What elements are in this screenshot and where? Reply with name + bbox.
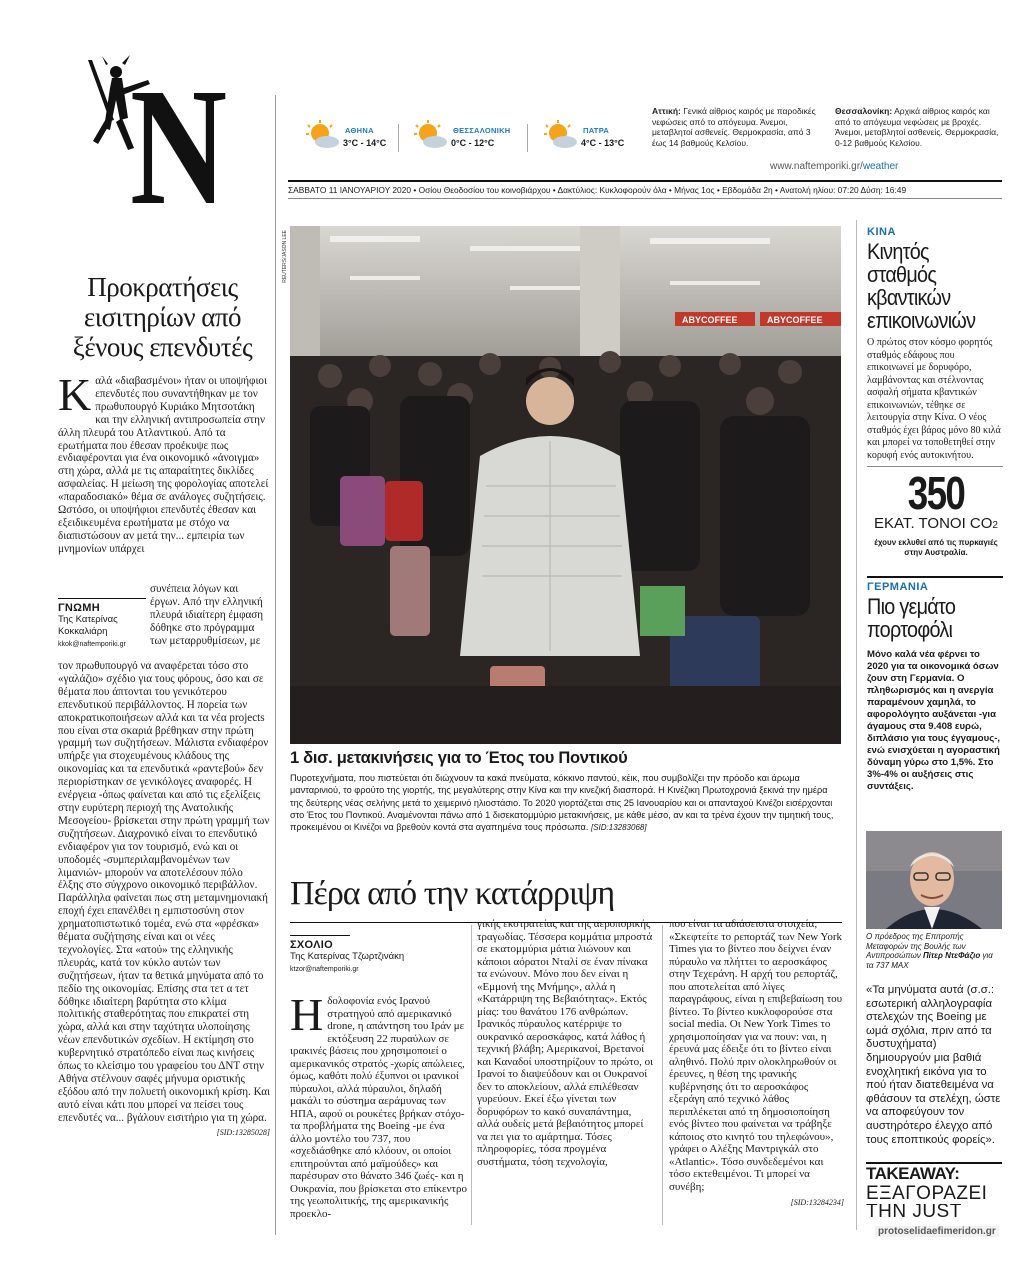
comment-column-2: γικής εκστρατείας και της αεροπορικής τραγωδίας. Τέσσερα κομμάτια μπροστά σε εκατομμύρια μάτια λιώνουν και κάποιοι αόρατοι Νταλί σε έναν πίνακα τα ενώνουν. Μόνο που δεν είναι η «Εμμονή της Μνήμης», αλλά η «Κατάρριψη της Βεβαιότητας». Εκτός μίας: του θανάτου 176 ανθρώπων. Ιρανικός πύραυλος κατέρριψε το ουκρανικό αεροσκάφος, κατά λάθος ή τεχνική βλάβη; Αμερικανοί, Βρετανοί και Καναδοί υποστηρίζουν το πρώτο, οι Ιρανοί το διαψεύδουν και οι Ουκρανοί δεν το αποκλείουν, αλλά επιλέθεσαν γυρεύουν. Εκεί έξω γίνεται των δορυφόρων το κακό συναπάντημα, αλλά ουδείς μετά βεβαιότητος μπορεί να πει για το αμάρτημα. Τόσες πληροφορίες, τόσα προγμένα συστήματα, τόση τεχνολογία, — [477, 918, 654, 1168]
photo-headline: 1 δισ. μετακινήσεις για το Έτος του Ποντικού — [290, 749, 628, 767]
comment-column-3: που είναι τα αδιάσειστα στοιχεία; «Σκεφτείτε το ρεπορτάζ των New York Times για το βίντεο που δείχνει έναν πύραυλο να πλήττει το αεροσκάφος στην Τεχεράνη. Η αρχή του ρεπορτάζ, που αποτελείται από λίγες παραγράφους, είναι η επιβεβαίωση του βίντεο. Το βίντεο κυκλοφορούσε στα social media. Οι New York Times το χρησιμοποίησαν για να πουν: ναι, η έρευνά μας έδειξε ότι το βίντεο είναι αληθινό. Πολύ πριν ολοκληρωθούν οι έρευνες, η θέση της ιρανικής κυβέρνησης ότι το αεροσκάφος εξεράγη από τεχνικό λάθος περιπλέκεται από τη δημοσιοποίηση ενός βίντεο που φαίνεται να τράβηξε κάποιος στο κινητό του τηλεφώνου», γράφει ο Αλέξης Μαντριγκάλ στο «Atlantic». Τόσο συνδεδεμένοι και τόσο εκτεθειμένοι. Τι μπορεί να συνέβη; [SID:13284234] — [669, 918, 844, 1210]
weather-attica-text: Αττική: Γενικά αίθριος καιρός με παροδικές νεφώσεις από το απόγευμα. Άνεμοι, μεταβλητοί ασθενείς. Θερμοκρασία, από 3 έως 14 βαθμούς Κελσίου. — [652, 106, 816, 148]
stat-note: έχουν εκλυθεί από τις πυρκαγιές στην Αυστραλία. — [874, 538, 998, 557]
brief-body: Μόνο καλά νέα φέρνει το 2020 για τα οικονομικά όσων ζουν στη Γερμανία. Ο πληθωρισμός και η ανεργία παραμένουν χαμηλά, το αφορολόγητο αυξάνεται -για άγαμους στα 9.408 ευρώ, διπλάσιο για τους έγγαμους-, ενώ ενισχύεται η αγοραστική δύναμη γύρω στο 1,5%. Στο 3%-4% οι αυξήσεις στις συντάξεις. — [867, 649, 1001, 792]
germany-brief — [867, 576, 1003, 793]
author-email[interactable]: kkok@naftemporiki.gr — [58, 641, 126, 648]
takeaway-line-2: ΤΗΝ JUST — [866, 1204, 962, 1218]
story-id: [SID:13285028] — [216, 1127, 270, 1137]
watermark: protoselidaefimeridon.gr — [875, 1226, 999, 1237]
stat-unit: ΕΚΑΤ. ΤΟΝΟΙ CO2 — [874, 515, 998, 532]
column-divider — [856, 220, 857, 1230]
column-divider — [275, 95, 276, 1235]
comment-column-1: Ηδολοφονία ενός Ιρανού στρατηγού από αμερικανικό drone, η απάντηση του Ιράν με εκτόξευση 22 πυραύλων σε ιρακινές βάσεις που χρησιμοποιεί ο αμερικανικός στρατός -χωρίς απώλειες, όμως, καθότι πολύ έξυπνοι οι ιρανικοί πύραυλοι, αλλά πύραυλοι, δηλαδή μακάλι το σύστημα αεράμυνας των ΗΠΑ, αφού οι ρουκέτες βρήκαν στόχο- τα προβλήματα της Boeing -με ένα άλλο μοντέλο του 737, που «σχεδιάσθηκε από κλόουν, οι οποίοι επιτηρούνται από μαϊμούδες» και παρέσυραν στο θάνατο 346 ζωές- και η Ουκρανία, που βρίσκεται στο επίκεντρο της γεωπολιτικής, της αμερικανικής προεκλο- — [290, 989, 467, 1220]
opinion-byline — [58, 598, 150, 650]
pull-quote: «Τα μηνύματα αυτά (σ.σ.: εσωτερική αλληλογραφία στελεχών της Boeing με ωμά σχόλια, πριν από τα δυστυχήματα) δημιουργούν μια βαθιά ενοχλητική εικόνα για το πού ήταν διατεθειμένα να φθάσουν τα στελέχη, ώστε να αποφεύγουν τον αυστηρότερο έλεγχο από τους εποπτικούς φορείς». — [866, 984, 1001, 1146]
author-name: Της Κατερίνας Κοκκαλιάρη — [58, 614, 118, 637]
section-tag: ΣΧΟΛΙΟ — [290, 935, 350, 951]
partly-cloudy-icon — [305, 120, 341, 150]
newspaper-logo-letter: N — [130, 54, 228, 240]
drop-cap: Κ — [58, 369, 92, 420]
brief-body: Ο πρώτος στον κόσμο φορητός σταθμός εδάφους που επικοινωνεί με δορυφόρο, λαμβάνοντας και στέλνοντας ασφαλή σήματα κβαντικών επικοινωνιών, τέθηκε σε λειτουργία στην Κίνα. Ο νέος σταθμός έχει βάρος μόνο 80 κιλά και μπορεί να τοποθετηθεί στην κορυφή ενός αυτοκινήτου. — [867, 337, 1003, 467]
weather-thessaloniki-text: Θεσσαλονίκη: Αρχικά αίθριος καιρός και από το απόγευμα νεφώσεις με βροχές. Άνεμοι, μεταβλητοί ασθενείς. Θερμοκρασία, 0-12 βαθμούς Κελσίου. — [835, 106, 999, 148]
section-tag: ΓΝΩΜΗ — [58, 598, 146, 614]
takeaway-label: TAKEAWAY: — [866, 1164, 960, 1183]
brief-headline: Πιο γεμάτο πορτοφόλι — [867, 594, 956, 642]
takeaway-box — [866, 1162, 1002, 1218]
opinion-body-part3: τον πρωθυπουργό να αναφέρεται τόσο στο «γαλάζιο» σχέδιο για τους φόρους, όσο και σε θέματα που άπτονται του γενικότερου επενδυτικού περιβάλλοντος. Η πορεία των αποκρατικοποιήσεων αλλά και τα νέα projects που είναι στα σκαριά βρέθηκαν στην πρώτη γραμμή των συζητήσεων. Μάλιστα ενδιαφέρον υπήρξε για στοχευμένους κλάδους της οικονομίας και τα επενδυτικά «ραντεβού» δεν περιορίστηκαν σε γενικόλογες αναφορές. Η ενέργεια -όπως φαίνεται και από τις εξελίξεις στην ευρύτερη περιοχή της Ανατολικής Μεσογείου- βρίσκεται στην πρώτη γραμμή των συζητήσεων. Διαχρονικό είναι το επενδυτικό ενδιαφέρον για τον τουρισμό, ενώ και οι υποδομές -συμπεριλαμβανομένων των λιμανιών- μπορούν να αποτελέσουν πόλο έλξης στο σύγχρονο οικονομικό περιβάλλον. Παράλληλα φαίνεται πως στη μεταμνημονιακή εποχή έχει επανέλθει η εμπιστοσύνη στον χρηματοπιστωτικό τομέα, ενώ στα «φρέσκα» θέματα συζήτησης είναι και οι νέες τεχνολογίες. Στα «ατού» της ελληνικής πλευράς, κατά τον κύκλο αυτών των συζητήσεων, ήταν τα θετικά μηνύματα από το πεδίο της οικονομίας. Επίσης στα τετ α τετ δόθηκε ιδιαίτερη βαρύτητα στο κλίμα πολιτικής σταθερότητας που επικρατεί στη χώρα, αλλά και στην ταχύτητα υλοποίησης νέων επενδυτικών σχεδίων. Η εκτίμηση στο κυβερνητικό στρατόπεδο είναι πως κινήσεις όπως το κλείσιμο του γραφείου του ΔΝΤ στην Αθήνα στέλνουν σαφές μήνυμα οριστικής εξόδου από την πολυετή οικονομική κρίση. Και αυτό είναι κάτι που μπορεί να πείσει τους επενδυτές να... βγάλουν εισιτήριο για τη χώρα. [SID:13285028] — [58, 660, 270, 1140]
china-brief — [867, 226, 1003, 467]
brief-headline: Κινητός σταθμός κβαντικών επικοινωνιών — [867, 239, 976, 333]
weather-link[interactable]: www.naftemporiki.gr/weather — [770, 161, 899, 172]
svg-text:ABYCOFFEE: ABYCOFFEE — [682, 315, 738, 325]
takeaway-line-1: ΕΞΑΓΟΡΑΖΕΙ — [866, 1183, 988, 1204]
story-id: [SID:13284234] — [790, 1198, 844, 1207]
author-email[interactable]: ktzor@naftemporiki.gr — [290, 966, 359, 973]
weather-thessaloniki: ΘΕΣΣΑΛΟΝΙΚΗ 0°C - 12°C — [413, 120, 523, 156]
partly-cloudy-icon — [543, 120, 579, 150]
author-name: Της Κατερίνας Τζωρτζινάκη — [290, 951, 405, 962]
section-kicker: ΓΕΡΜΑΝΙΑ — [867, 581, 929, 593]
weather-patra: ΠΑΤΡΑ 4°C - 13°C — [543, 120, 633, 156]
portrait-photo — [866, 831, 1002, 929]
comment-headline: Πέρα από την κατάρριψη — [290, 875, 615, 912]
opinion-headline: Προκρατήσεις εισιτηρίων από ξένους επενδυτές — [72, 272, 253, 362]
drop-cap: Η — [290, 989, 324, 1040]
svg-text:ABYCOFFEE: ABYCOFFEE — [767, 315, 823, 325]
opinion-body-part1: Καλά «διαβασμένοι» ήταν οι υποψήφιοι επενδυτές που συναντήθηκαν με τον πρωθυπουργό Κυριάκο Μητσοτάκη και την ελληνική αντιπροσωπεία στην άλλη πλευρά του Ατλαντικού. Από τα ερωτήματα που έθεσαν προέκυψε πως ενδιαφέρονται για ένα οικονομικό «άνοιγμα» στη χώρα, αλλά με τις απαραίτητες δικλίδες ασφαλείας. Η μείωση της φορολογίας αποτελεί «παραδοσιακό» θέμα σε ανάλογες συζητήσεις. Ωστόσο, οι υποψήφιοι επενδυτές έθεσαν και εξειδικευμένα ερωτήματα με στόχο να διαπιστώσουν αν μετά την... εμπειρία των μνημονίων υπάρχει — [58, 369, 269, 555]
portrait-caption: Ο πρόεδρος της Επιτροπής Μεταφορών της Βουλής των Αντιπροσώπων Πίτερ ΝτεΦάζιο για τα 737 MAX — [866, 932, 993, 970]
photo-illustration — [290, 226, 841, 744]
opinion-body-part2: συνέπεια λόγων και έργων. Από την ελληνική πλευρά ιδιαίτερη έμφαση δόθηκε στο πρόγραμμα των μεταρρυθμίσεων, με — [150, 583, 264, 647]
weather-athens: ΑΘΗΝΑ 3°C - 14°C — [305, 120, 395, 156]
man-portrait — [866, 831, 1002, 929]
photo-credit: REUTERS/JASON LEE — [282, 230, 288, 283]
partly-cloudy-icon — [413, 120, 449, 150]
crowd-train-station-photo — [290, 226, 841, 744]
comment-byline — [290, 935, 470, 975]
dateline-bar: ΣΑΒΒΑΤΟ 11 ΙΑΝΟΥΑΡΙΟΥ 2020 • Οσίου Θεοδοσίου του κοινοβιάρχου • Δακτύλιος: Κυκλοφορούν όλα • Μήνας 1ος • Εβδομάδα 2η • Ανατολή ηλίου: 07:20 Δύση: 16:49 — [288, 180, 1002, 199]
photo-caption: Πυροτεχνήματα, που πιστεύεται ότι διώχνουν τα κακά πνεύματα, κόκκινο παντού, κέικ, που συμβολίζει την πρόοδο και άρωμα μανταρινιού, το φρούτο της γιορτής, της μεγαλύτερης στην Κίνα και την κινεζική διασπορά. Η Κινέζικη Πρωτοχρονιά ξεκινά την ημέρα της δεύτερης νέας σελήνης μετά το χειμερινό ηλιοστάσιο. Το 2020 γιορτάζεται στις 25 Ιανουαρίου και οι απανταχού Κινέζοι εισέρχονται στο Έτος του Ποντικού. Αναμένονται πάνω από 1 δισεκατομμύριο μετακινήσεις, με κάθε μέσο, αν και τα τρένα έχουν την τιμητική τους, προκειμένου οι Κινέζοι να βρεθούν κοντά στα αγαπημένα τους πρόσωπα. [SID:13283068] — [290, 773, 834, 833]
section-kicker: ΚΙΝΑ — [867, 226, 896, 238]
stat-number: 350 — [907, 467, 965, 519]
